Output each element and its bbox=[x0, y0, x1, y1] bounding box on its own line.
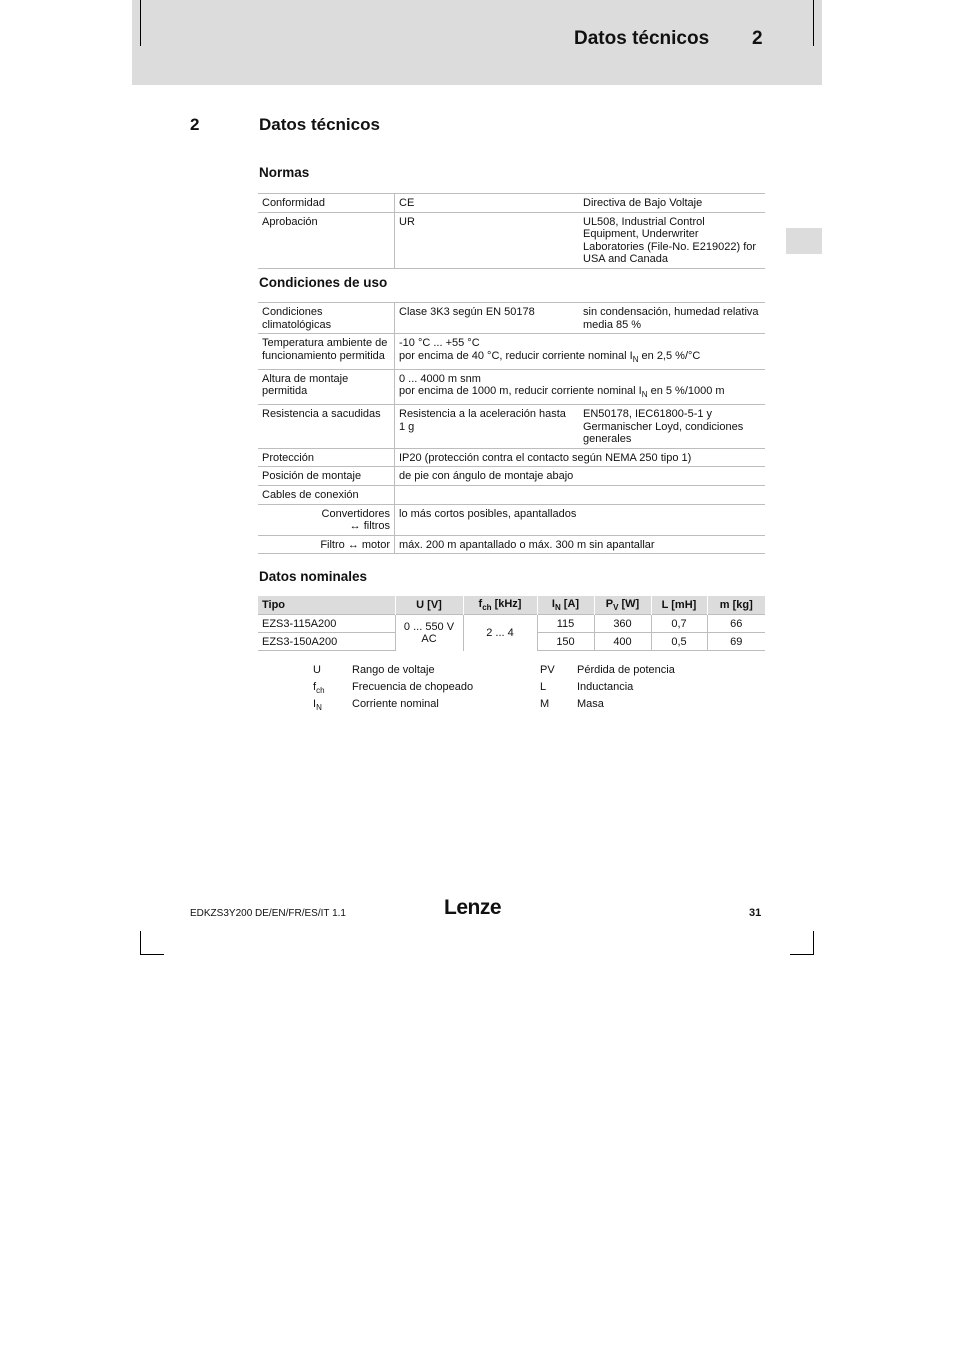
legend-text: Masa bbox=[577, 698, 604, 710]
table-cell: Filtro ↔ motor bbox=[258, 535, 395, 554]
table-cell: IP20 (protección contra el contacto según NEMA 250 tipo 1) bbox=[395, 448, 766, 467]
table-cell: EN50178, IEC61800-5-1 y Germanischer Loyd, condiciones generales bbox=[579, 404, 765, 448]
legend-symbol: PV bbox=[540, 664, 555, 676]
chapter-side-tab bbox=[786, 228, 822, 254]
legend-text: Corriente nominal bbox=[352, 698, 439, 710]
table-cell: 0,7 bbox=[651, 615, 707, 633]
column-header: $P_V$ [W] bbox=[594, 596, 651, 615]
table-cell: Resistencia a sacudidas bbox=[258, 404, 395, 448]
table-row bbox=[258, 404, 765, 448]
table-cell: 400 bbox=[594, 633, 651, 651]
column-header: $I_N$ [A] bbox=[537, 596, 594, 615]
crop-mark bbox=[813, 931, 814, 955]
table-header-row bbox=[258, 596, 765, 615]
crop-mark bbox=[140, 0, 141, 46]
legend-symbol: $I_N$ bbox=[313, 698, 322, 713]
nominales-table bbox=[258, 596, 765, 651]
table-cell: 360 bbox=[594, 615, 651, 633]
table-cell: Condiciones climatológicas bbox=[258, 303, 395, 334]
table-cell: 150 bbox=[537, 633, 594, 651]
table-cell: 2 ... 4 bbox=[463, 615, 537, 651]
table-row bbox=[258, 194, 765, 213]
table-row bbox=[258, 615, 765, 633]
column-header: U [V] bbox=[395, 596, 463, 615]
table-cell: 0,5 bbox=[651, 633, 707, 651]
cell-line: -10 °C ... +55 °C bbox=[399, 337, 480, 350]
table-row bbox=[258, 448, 765, 467]
table-cell: Convertidores ↔ filtros bbox=[258, 504, 395, 535]
table-cell: 0 ... 550 V AC bbox=[395, 615, 463, 651]
table-cell: EZS3-115A200 bbox=[258, 615, 395, 633]
header-title: Datos técnicos bbox=[574, 28, 710, 49]
legend-symbol: M bbox=[540, 698, 550, 710]
legend-symbol: $f_{ch}$ bbox=[313, 681, 325, 696]
header-band bbox=[132, 0, 822, 85]
table-row bbox=[258, 369, 765, 404]
table-row bbox=[258, 485, 765, 504]
table-cell: Temperatura ambiente de funcionamiento permitida bbox=[258, 334, 395, 369]
legend-symbol: L bbox=[540, 681, 547, 693]
table-cell: sin condensación, humedad relativa media 85 % bbox=[579, 303, 765, 334]
table-cell: Cables de conexión bbox=[258, 485, 395, 504]
table-cell: Conformidad bbox=[258, 194, 395, 213]
table-row bbox=[258, 334, 765, 369]
table-cell: Clase 3K3 según EN 50178 bbox=[395, 303, 580, 334]
condiciones-table bbox=[258, 302, 765, 554]
legend-text: Frecuencia de chopeado bbox=[352, 681, 474, 693]
table-cell: Aprobación bbox=[258, 212, 395, 268]
table-cell bbox=[395, 334, 766, 369]
table-cell: 115 bbox=[537, 615, 594, 633]
table-row bbox=[258, 212, 765, 268]
crop-mark bbox=[140, 931, 141, 955]
section-title: Datos técnicos bbox=[259, 115, 380, 134]
table-row bbox=[258, 467, 765, 486]
table-cell: EZS3-150A200 bbox=[258, 633, 395, 651]
normas-table bbox=[258, 193, 765, 269]
cell-line: por encima de 40 °C, reducir corriente nominal $I_N$ en 2,5 %/°C bbox=[399, 349, 701, 364]
table-row bbox=[258, 504, 765, 535]
crop-mark bbox=[790, 954, 814, 955]
table-cell: Altura de montaje permitida bbox=[258, 369, 395, 404]
crop-mark bbox=[813, 0, 814, 46]
table-cell: Directiva de Bajo Voltaje bbox=[579, 194, 765, 213]
column-header: Tipo bbox=[258, 596, 395, 615]
legend-symbol: U bbox=[313, 664, 321, 676]
table-cell: Resistencia a la aceleración hasta 1 g bbox=[395, 404, 580, 448]
cell-line: 0 ... 4000 m snm bbox=[399, 372, 481, 385]
table-cell: 66 bbox=[707, 615, 765, 633]
column-header: $f_{ch}$ [kHz] bbox=[463, 596, 537, 615]
table-row bbox=[258, 303, 765, 334]
table-cell: de pie con ángulo de montaje abajo bbox=[395, 467, 766, 486]
crop-mark bbox=[140, 954, 164, 955]
legend-text: Pérdida de potencia bbox=[577, 664, 675, 676]
column-header: m [kg] bbox=[707, 596, 765, 615]
section-number: 2 bbox=[190, 115, 200, 134]
table-cell bbox=[395, 485, 766, 504]
table-cell: CE bbox=[395, 194, 580, 213]
condiciones-heading: Condiciones de uso bbox=[259, 275, 388, 290]
table-cell: Protección bbox=[258, 448, 395, 467]
normas-heading: Normas bbox=[259, 165, 310, 180]
legend-text: Inductancia bbox=[577, 681, 634, 693]
page-number: 31 bbox=[749, 907, 762, 919]
lenze-logo: Lenze bbox=[444, 896, 502, 919]
table-cell: lo más cortos posibles, apantallados bbox=[395, 504, 766, 535]
legend-text: Rango de voltaje bbox=[352, 664, 435, 676]
nominales-heading: Datos nominales bbox=[259, 569, 368, 584]
table-cell: UR bbox=[395, 212, 580, 268]
table-row bbox=[258, 535, 765, 554]
table-cell: 69 bbox=[707, 633, 765, 651]
table-cell: UL508, Industrial Control Equipment, Underwriter Laboratories (File-No. E219022) for USA and Canada bbox=[579, 212, 765, 268]
footer-doc-id: EDKZS3Y200 DE/EN/FR/ES/IT 1.1 bbox=[190, 908, 346, 919]
cell-line: por encima de 1000 m, reducir corriente nominal $I_N$ en 5 %/1000 m bbox=[399, 385, 725, 400]
column-header: L [mH] bbox=[651, 596, 707, 615]
table-cell: máx. 200 m apantallado o máx. 300 m sin apantallar bbox=[395, 535, 766, 554]
table-cell bbox=[395, 369, 766, 404]
header-chapter-number: 2 bbox=[752, 28, 763, 49]
table-cell: Posición de montaje bbox=[258, 467, 395, 486]
